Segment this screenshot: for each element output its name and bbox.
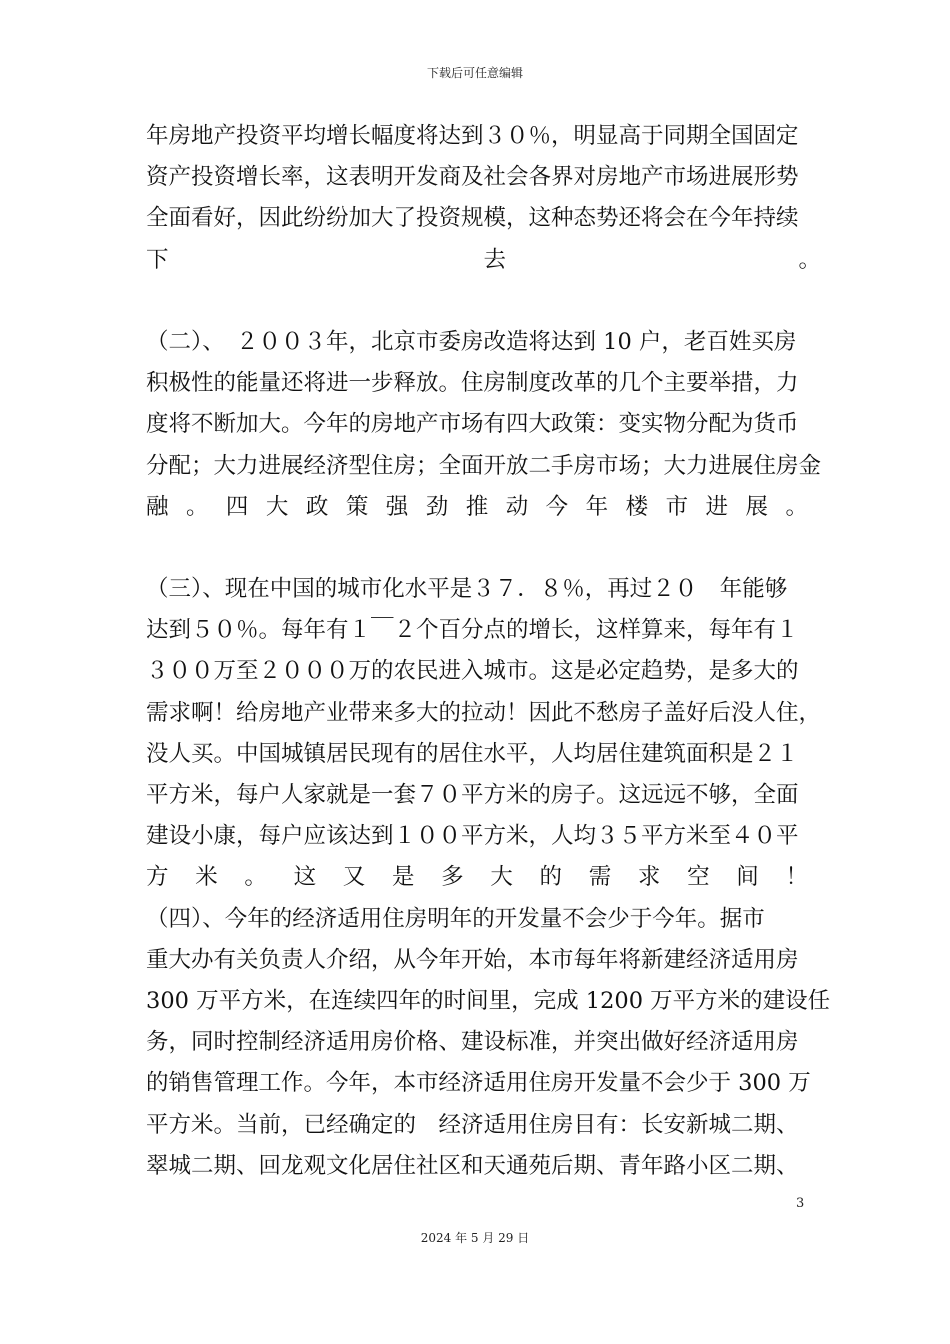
text-line: 重大办有关负责人介绍，从今年开始，本市每年将新建经济适用房 xyxy=(146,946,799,973)
text-line: 需求啊！给房地产业带来多大的拉动！因此不愁房子盖好后没人住， xyxy=(146,699,822,726)
text-line: 务，同时控制经济适用房价格、建设标准，并突出做好经济适用房 xyxy=(146,1029,799,1056)
text-line: 300 万平方米，在连续四年的时间里，完成 1200 万平方米的建设任 xyxy=(146,987,831,1014)
text-line: ３００万至２０００万的农民进入城市。这是必定趋势，是多大的 xyxy=(146,658,799,685)
text-line: 资产投资增长率，这表明开发商及社会各界对房地产市场进展形势 xyxy=(146,164,799,191)
text-line: 年房地产投资平均增长幅度将达到３０％，明显高于同期全国固定 xyxy=(146,123,799,149)
text-line: （四）、今年的经济适用住房明年的开发量不会少于今年。据市 xyxy=(146,905,765,932)
text-line: 平方米，每户人家就是一套７０平方米的房子。这远远不够，全面 xyxy=(146,782,799,808)
paragraph-gap xyxy=(146,528,808,569)
page-header: 下载后可任意编辑 xyxy=(426,66,523,80)
paragraph-gap xyxy=(146,281,808,322)
text-line: 没人买。中国城镇居民现有的居住水平，人均居住建筑面积是２１ xyxy=(146,740,799,767)
text-line: 的销售管理工作。今年，本市经济适用住房开发量不会少于 300 万 xyxy=(146,1070,811,1097)
text-line: 融 。 四 大 政 策 强 劲 推 动 今 年 楼 市 进 展 。 xyxy=(146,493,808,520)
text-line: 建设小康，每户应该达到１００平方米，人均３５平方米至４０平 xyxy=(146,823,799,850)
document-body xyxy=(146,116,831,1187)
text-line: 方 米 。 这 又 是 多 大 的 需 求 空 间 ！ xyxy=(146,864,808,891)
text-line: （三）、现在中国的城市化水平是３７．８％，再过２０ 年能够 xyxy=(146,576,788,603)
text-line: 积极性的能量还将进一步释放。住房制度改革的几个主要举措，力 xyxy=(146,370,799,397)
page-number: 3 xyxy=(796,1196,805,1211)
text-line: 翠城二期、回龙观文化居住社区和天通苑后期、青年路小区二期、 xyxy=(146,1152,799,1179)
text-line: 下 去 。 xyxy=(146,246,822,273)
text-line: 分配；大力进展经济型住房；全面开放二手房市场；大力进展住房金 xyxy=(146,452,822,479)
page-footer-date: 2024 年 5 月 29 日 xyxy=(420,1231,530,1245)
text-line: 达到５０％。每年有１￣２个百分点的增长，这样算来，每年有１ xyxy=(146,617,799,644)
text-line: 平方米。当前，已经确定的 经济适用住房目有：长安新城二期、 xyxy=(146,1111,799,1138)
text-line: （二）、 ２００３年，北京市委房改造将达到 10 户，老百姓买房 xyxy=(146,328,797,355)
text-line: 度将不断加大。今年的房地产市场有四大政策：变实物分配为货币 xyxy=(146,411,799,438)
text-line: 全面看好，因此纷纷加大了投资规模，这种态势还将会在今年持续 xyxy=(146,205,799,232)
